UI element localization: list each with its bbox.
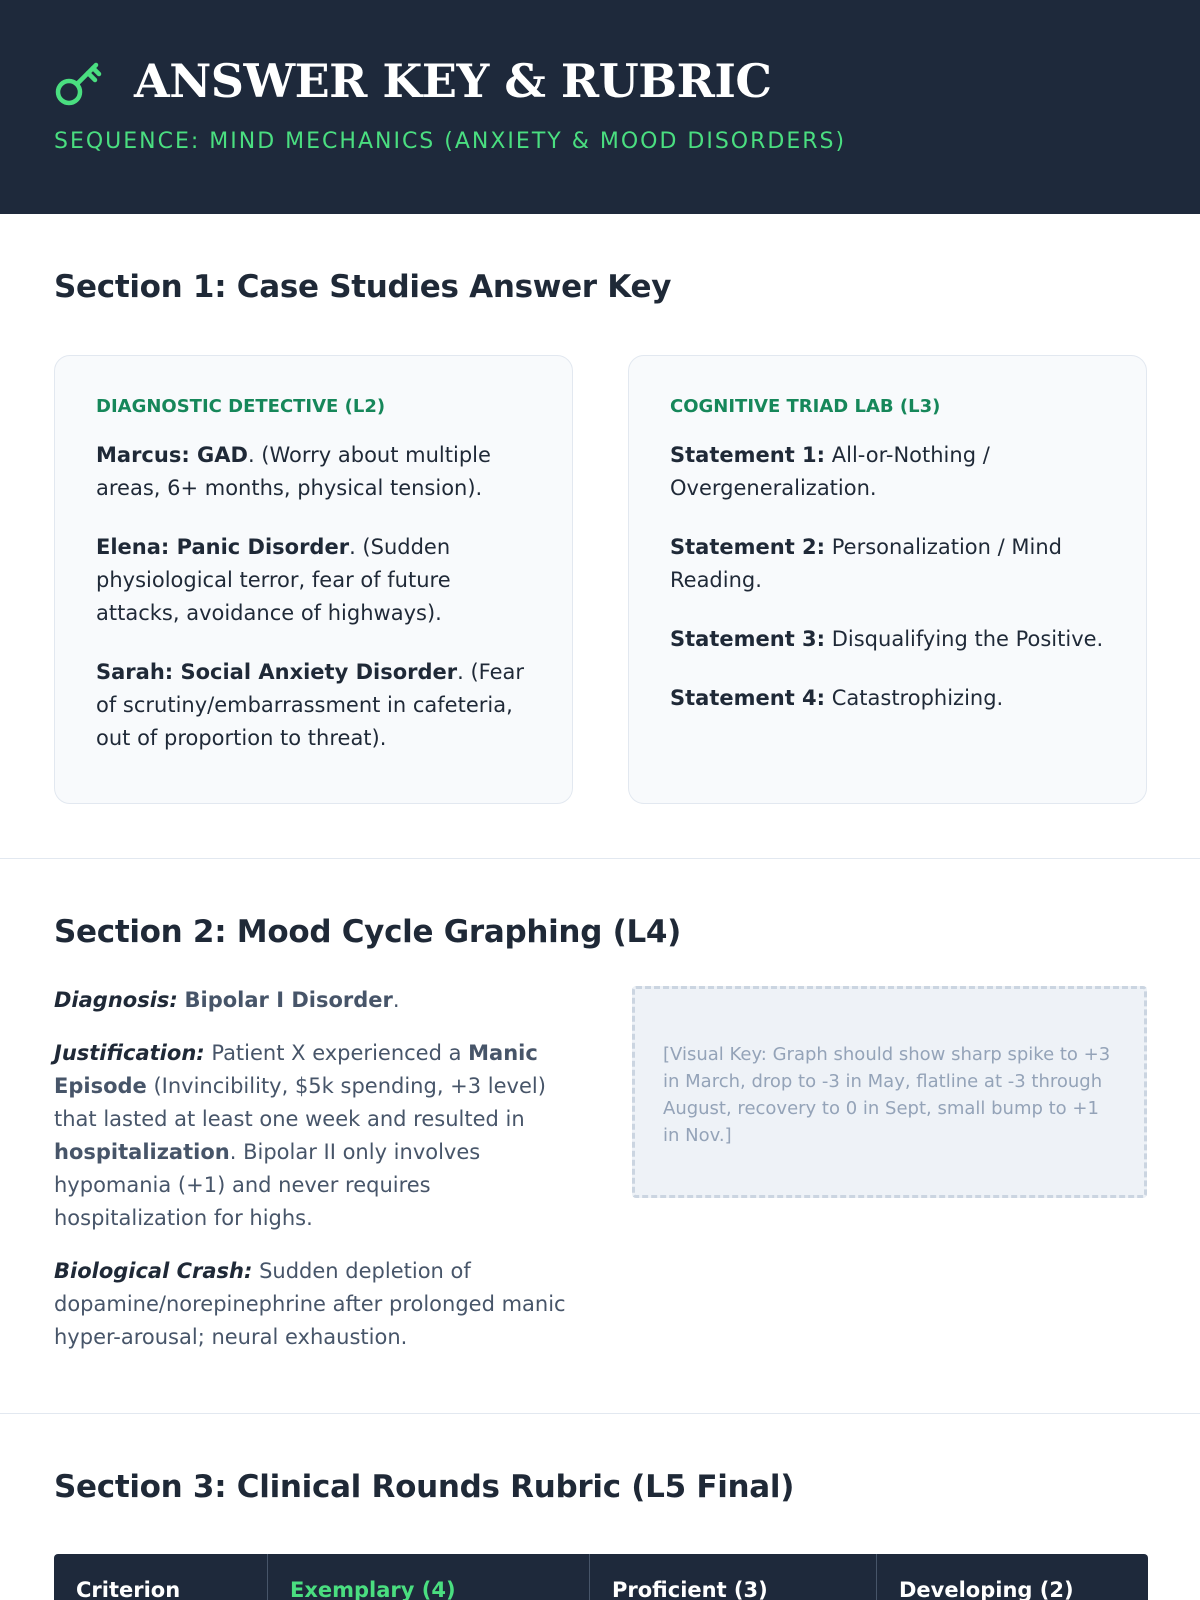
answer-bold: Statement 1: — [670, 443, 826, 467]
rubric-col-exemplary: Exemplary (4) — [267, 1554, 589, 1600]
page-subtitle: SEQUENCE: MIND MECHANICS (ANXIETY & MOOD DISORDERS) — [54, 129, 847, 154]
section-divider — [0, 1413, 1200, 1414]
diagnosis-lead: Diagnosis: — [54, 988, 178, 1012]
key-icon — [54, 58, 106, 110]
justification-paragraph — [54, 1037, 574, 1235]
section-1-title: Section 1: Case Studies Answer Key — [54, 269, 672, 305]
answer-bold: Statement 3: — [670, 627, 826, 651]
crash-text: Sudden depletion of dopamine/norepinephrine after prolonged manic hyper-arousal; neural exhaustion. — [54, 1259, 566, 1349]
rubric-col-criterion: Criterion — [76, 1578, 181, 1600]
diagnosis-paragraph — [54, 984, 574, 1017]
rubric-table-header — [54, 1554, 1148, 1600]
justification-text: Patient X experienced a — [204, 1041, 469, 1065]
answer-text: Catastrophizing. — [825, 686, 1004, 710]
card-cognitive-triad — [628, 355, 1147, 804]
answer-bold: Elena: Panic Disorder — [96, 535, 350, 559]
diagnosis-value: Bipolar I Disorder — [184, 988, 393, 1012]
answer-bold: Marcus: GAD — [96, 443, 248, 467]
justification-bold: Manic Episode — [54, 1041, 538, 1098]
section-3-title: Section 3: Clinical Rounds Rubric (L5 Final) — [54, 1469, 795, 1505]
card-diagnostic-detective — [54, 355, 573, 804]
justification-bold: hospitalization — [54, 1140, 230, 1164]
crash-paragraph — [54, 1255, 574, 1354]
answer-text: Personalization / Mind Reading. — [670, 535, 1062, 592]
answer-item — [96, 439, 532, 505]
answer-bold: Statement 2: — [670, 535, 826, 559]
diagnosis-tail: . — [392, 988, 400, 1012]
answer-item — [670, 439, 1106, 505]
section-2-title: Section 2: Mood Cycle Graphing (L4) — [54, 914, 682, 950]
justification-text: . Bipolar II only involves hypomania (+1) and never requires hospitalization for highs. — [54, 1140, 481, 1230]
justification-text: (Invincibility, $5k spending, +3 level) that lasted at least one week and resulted in — [54, 1074, 546, 1131]
rubric-col-developing: Developing (2) — [876, 1554, 1148, 1600]
visual-key-placeholder: [Visual Key: Graph should show sharp spike to +3 in March, drop to -3 in May, flatline at -3 through August, recovery to 0 in Sept, small bump to +1 in Nov.] — [632, 986, 1147, 1198]
answer-item — [670, 623, 1106, 656]
rubric-col-proficient: Proficient (3) — [589, 1554, 876, 1600]
page-title: ANSWER KEY & RUBRIC — [134, 54, 772, 108]
answer-text: . (Worry about multiple areas, 6+ months, physical tension). — [96, 443, 491, 500]
answer-bold: Statement 4: — [670, 686, 826, 710]
section-divider — [0, 858, 1200, 859]
answer-text: Disqualifying the Positive. — [825, 627, 1104, 651]
answer-text: . (Fear of scrutiny/embarrassment in cafeteria, out of proportion to threat). — [96, 660, 525, 750]
card-label: COGNITIVE TRIAD LAB (L3) — [670, 396, 941, 417]
answer-item — [670, 531, 1106, 597]
answer-text: All-or-Nothing / Overgeneralization. — [670, 443, 990, 500]
card-label: DIAGNOSTIC DETECTIVE (L2) — [96, 396, 386, 417]
answer-bold: Sarah: Social Anxiety Disorder — [96, 660, 458, 684]
answer-item — [96, 531, 532, 630]
mood-cycle-answers — [54, 984, 574, 1374]
answer-text: . (Sudden physiological terror, fear of future attacks, avoidance of highways). — [96, 535, 451, 625]
answer-item — [96, 656, 532, 755]
justification-lead: Justification: — [54, 1041, 205, 1065]
crash-lead: Biological Crash: — [54, 1259, 253, 1283]
header-banner — [0, 0, 1200, 214]
answer-item — [670, 682, 1106, 715]
